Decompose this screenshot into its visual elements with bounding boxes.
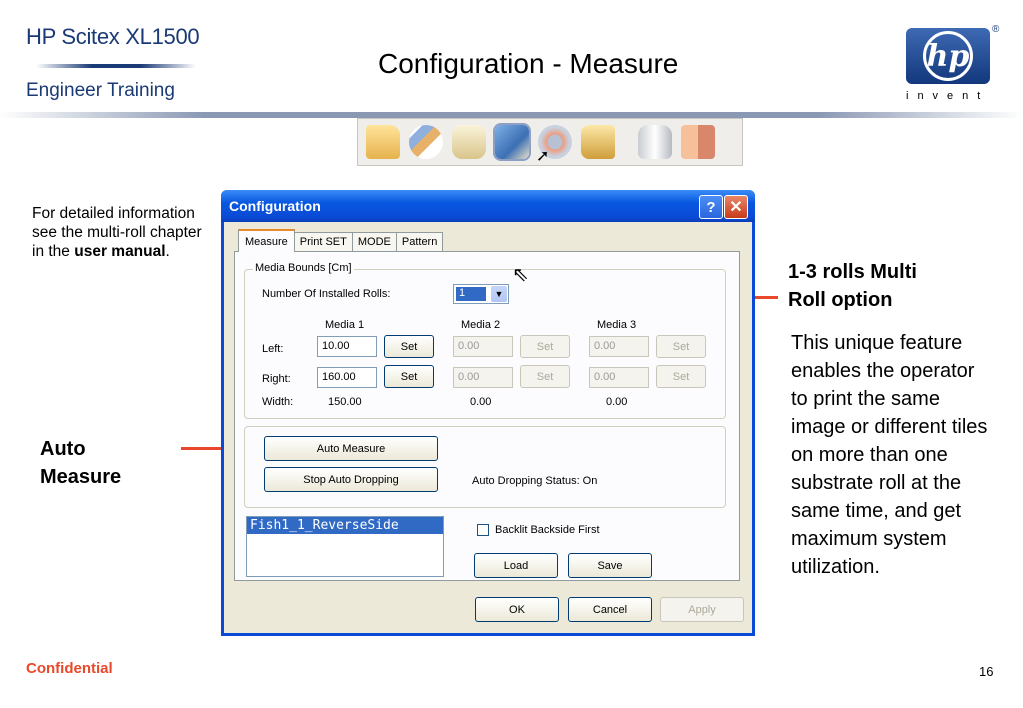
right-label: Right: (262, 373, 291, 385)
media-1-left-set-button[interactable]: Set (384, 335, 434, 358)
auto-measure-button[interactable]: Auto Measure (264, 436, 438, 461)
app-toolbar (357, 118, 743, 166)
slide-title: Configuration - Measure (378, 48, 679, 79)
dialog-titlebar[interactable] (221, 190, 755, 222)
reference-note-text: For detailed information see the multi-roll chapter in the (32, 205, 202, 260)
tab-measure[interactable]: Measure (238, 229, 295, 252)
media-bounds-label: Media Bounds [Cm] (255, 262, 352, 274)
rolls-callout-description: This unique feature enables the operator to print the same image or different tiles on more than one substrate roll at the same time, and get maximum system utilization. (791, 332, 988, 578)
measure-icon[interactable] (495, 125, 529, 159)
list-item[interactable]: Fish1_1_ReverseSide (247, 517, 443, 534)
media-1-right-input[interactable]: 160.00 (317, 367, 377, 388)
media-2-left-set-button: Set (520, 335, 570, 358)
exit-icon[interactable] (681, 125, 715, 159)
reference-note-end: . (165, 243, 170, 260)
dialog-tabs (238, 232, 442, 252)
media-3-left-set-button: Set (656, 335, 706, 358)
job-listbox[interactable] (246, 516, 444, 577)
auto-measure-callout: Auto Measure (40, 438, 122, 488)
media-3-right-input: 0.00 (589, 367, 649, 388)
mouse-cursor-icon: ⇖ (512, 264, 529, 286)
brand-subtitle: Engineer Training (26, 80, 175, 101)
apply-button: Apply (660, 597, 744, 622)
chevron-down-icon[interactable]: ▼ (491, 286, 507, 302)
page-number: 16 (979, 664, 994, 679)
reference-note-bold: user manual (74, 243, 166, 260)
dialog-title: Configuration (229, 198, 321, 214)
tab-pattern[interactable]: Pattern (396, 232, 443, 252)
hp-tagline: invent (906, 90, 990, 102)
load-button[interactable]: Load (474, 553, 558, 578)
media-2-width-value: 0.00 (470, 396, 492, 408)
mouse-cursor-icon: ➚ (536, 148, 550, 165)
brand-underline (36, 64, 196, 68)
hp-logo-icon (906, 28, 990, 84)
rolls-dropdown[interactable] (453, 284, 509, 304)
trash-icon[interactable] (638, 125, 672, 159)
media-2-right-set-button: Set (520, 365, 570, 388)
cancel-button[interactable]: Cancel (568, 597, 652, 622)
media-2-left-input: 0.00 (453, 336, 513, 357)
folder-icon[interactable] (366, 125, 400, 159)
rolls-label: Number Of Installed Rolls: (262, 288, 391, 300)
media-3-left-input: 0.00 (589, 336, 649, 357)
media-1-right-set-button[interactable]: Set (384, 365, 434, 388)
configuration-dialog (221, 190, 755, 636)
close-button[interactable]: ✕ (724, 195, 748, 219)
media-2-header: Media 2 (461, 319, 501, 331)
width-label: Width: (262, 396, 294, 408)
hp-registered-mark: ® (992, 24, 1000, 35)
reference-note (32, 204, 202, 261)
rolls-dropdown-value: 1 (456, 287, 486, 301)
save-button[interactable]: Save (568, 553, 652, 578)
rolls-callout-title: 1-3 rolls Multi Roll option (788, 261, 917, 311)
media-3-width-value: 0.00 (606, 396, 628, 408)
media-3-right-set-button: Set (656, 365, 706, 388)
book-icon[interactable] (581, 125, 615, 159)
media-3-header: Media 3 (597, 319, 637, 331)
ok-button[interactable]: OK (475, 597, 559, 622)
confidential-footer: Confidential (26, 660, 113, 677)
left-label: Left: (262, 343, 284, 355)
stop-auto-dropping-button[interactable]: Stop Auto Dropping (264, 467, 438, 492)
backlit-label: Backlit Backside First (495, 524, 600, 536)
media-2-right-input: 0.00 (453, 367, 513, 388)
help-button[interactable]: ? (699, 195, 723, 219)
media-1-width-value: 150.00 (328, 396, 362, 408)
media-1-header: Media 1 (325, 319, 365, 331)
scroll-icon[interactable] (452, 125, 486, 159)
tab-print-set[interactable]: Print SET (294, 232, 353, 252)
brand-title: HP Scitex XL1500 (26, 24, 200, 49)
auto-dropping-status: Auto Dropping Status: On (472, 475, 598, 487)
pencil-icon[interactable] (409, 125, 443, 159)
hp-logo-text: hp (923, 31, 973, 81)
tab-mode[interactable]: MODE (352, 232, 397, 252)
backlit-checkbox[interactable] (477, 524, 489, 536)
media-1-left-input[interactable]: 10.00 (317, 336, 377, 357)
